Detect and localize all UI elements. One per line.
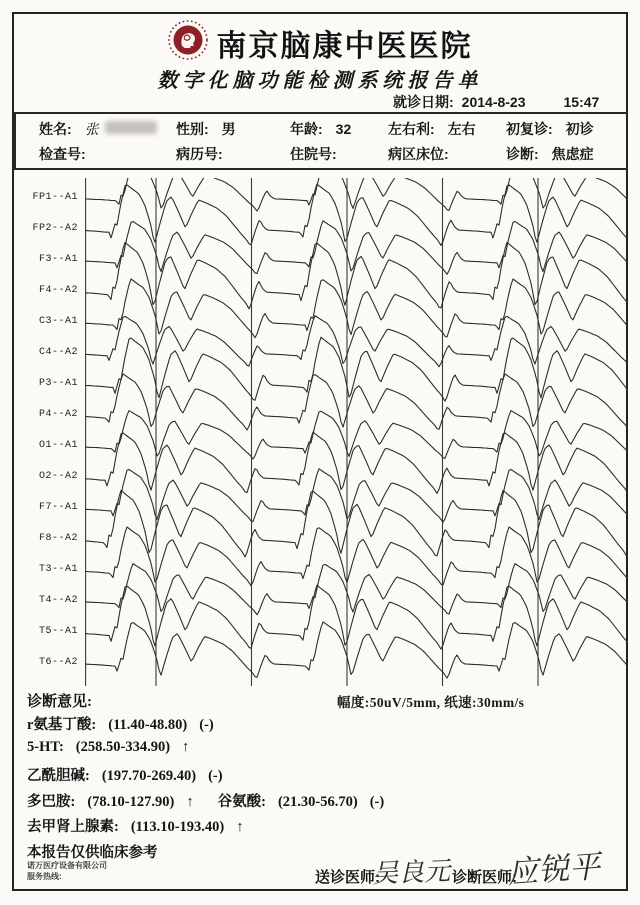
eeg-trace xyxy=(85,221,628,274)
channel-label: O1--A1 xyxy=(38,440,78,451)
referring-doctor-signature: 吴良元 xyxy=(371,856,451,890)
channel-label: C4--A2 xyxy=(38,347,78,358)
lab-flag: (-) xyxy=(199,717,214,733)
amplitude-paperspeed-note: 幅度:50uV/5mm, 纸速:30mm/s xyxy=(337,695,525,710)
field-value: 男 xyxy=(221,121,236,137)
lab-item xyxy=(27,790,194,811)
channel-label: O2--A2 xyxy=(38,471,78,482)
lab-range: (11.40-48.80) xyxy=(108,717,188,733)
patient-field xyxy=(176,144,223,164)
lab-item xyxy=(27,815,244,836)
lab-row xyxy=(27,764,607,790)
eeg-trace xyxy=(85,184,628,245)
lab-row xyxy=(27,815,607,841)
visit-date-value: 2014-8-23 xyxy=(461,94,526,110)
eeg-trace xyxy=(85,527,628,586)
lab-flag: ↑ xyxy=(182,738,190,755)
referring-doctor-label: 送诊医师: xyxy=(315,869,380,886)
channel-label: P3--A1 xyxy=(38,378,78,389)
visit-date-row xyxy=(393,92,599,112)
patient-name-redacted xyxy=(105,121,157,134)
visit-time-value: 15:47 xyxy=(563,94,600,110)
lab-flag: ↑ xyxy=(236,819,244,835)
field-label: 检查号: xyxy=(39,146,86,162)
patient-field xyxy=(388,119,476,139)
field-label: 诊断: xyxy=(506,146,539,162)
disclaimer-text: 本报告仅供临床参考 xyxy=(27,845,158,861)
lab-item xyxy=(218,790,385,811)
hospital-name: 南京脑康中医医院 xyxy=(216,29,473,63)
lab-name: 乙酰胆碱: xyxy=(27,768,90,784)
eeg-trace xyxy=(85,622,628,678)
device-company-block xyxy=(27,861,107,883)
eeg-chart xyxy=(14,178,628,686)
patient-field xyxy=(506,119,594,139)
lab-range: (21.30-56.70) xyxy=(277,793,358,810)
patient-field xyxy=(39,119,157,139)
patient-field xyxy=(388,144,449,164)
report-title: 数字化脑功能检测系统报告单 xyxy=(157,70,483,92)
channel-label: F4--A2 xyxy=(38,285,78,296)
patient-field xyxy=(176,119,236,139)
field-value: 初诊 xyxy=(565,121,594,137)
lab-row xyxy=(27,790,607,816)
channel-label: FP2--A2 xyxy=(32,223,78,234)
diagnostic-opinion-label: 诊断意见: xyxy=(27,694,92,710)
signature-row xyxy=(315,850,615,898)
lab-item xyxy=(27,739,189,756)
hospital-logo-icon xyxy=(168,20,208,65)
eeg-trace xyxy=(85,337,628,401)
field-label: 年龄: xyxy=(290,121,323,137)
channel-label: F3--A1 xyxy=(38,254,78,265)
patient-field xyxy=(290,144,337,164)
channel-label: T4--A2 xyxy=(38,595,78,606)
patient-info-box xyxy=(14,112,628,170)
lab-range: (197.70-269.40) xyxy=(101,768,197,784)
field-label: 病区床位: xyxy=(388,146,449,162)
channel-label: FP1--A1 xyxy=(32,192,78,203)
device-company-name: 诺万医疗设备有限公司 xyxy=(27,861,107,870)
field-label: 左右利: xyxy=(388,121,435,137)
channel-label: F7--A1 xyxy=(38,502,78,513)
lab-range: (78.10-127.90) xyxy=(87,793,175,810)
lab-name: 5-HT: xyxy=(27,738,64,755)
lab-results xyxy=(27,713,607,841)
lab-row xyxy=(27,739,607,765)
lab-flag: ↑ xyxy=(186,793,194,810)
visit-date-label: 就诊日期: xyxy=(393,94,454,110)
eeg-trace xyxy=(85,411,628,459)
lab-item xyxy=(27,713,214,734)
field-value: 32 xyxy=(335,121,352,137)
field-label: 住院号: xyxy=(290,146,337,162)
lab-name: 多巴胺: xyxy=(27,793,76,810)
header xyxy=(0,20,640,65)
eeg-trace xyxy=(85,585,628,649)
eeg-trace xyxy=(85,374,628,430)
lab-range: (113.10-193.40) xyxy=(130,819,225,835)
lab-name: 谷氨酸: xyxy=(217,793,266,810)
diagnosing-doctor-signature: 应锐平 xyxy=(506,848,602,892)
diagnosing-doctor-label: 诊断医师: xyxy=(452,869,517,886)
lab-name: 去甲肾上腺素: xyxy=(27,819,119,835)
eeg-trace xyxy=(85,469,628,523)
channel-label: C3--A1 xyxy=(38,316,78,327)
lab-flag: (-) xyxy=(208,768,223,784)
channel-label: P4--A2 xyxy=(38,409,78,420)
lab-item xyxy=(27,764,223,785)
field-value: 焦虑症 xyxy=(551,146,594,162)
field-label: 姓名: xyxy=(39,121,72,137)
lab-range: (258.50-334.90) xyxy=(75,738,171,755)
eeg-trace xyxy=(85,432,628,493)
patient-field xyxy=(506,144,594,164)
lab-name: r氨基丁酸: xyxy=(27,717,97,733)
patient-field xyxy=(39,144,86,164)
channel-label: F8--A2 xyxy=(38,533,78,544)
field-value: 张 xyxy=(84,122,99,138)
field-value: 左右 xyxy=(447,121,476,137)
eeg-trace xyxy=(85,316,628,367)
channel-label: T3--A1 xyxy=(38,564,78,575)
channel-label: T5--A1 xyxy=(38,626,78,637)
field-label: 性别: xyxy=(176,121,209,137)
field-label: 病历号: xyxy=(176,146,223,162)
eeg-waveforms xyxy=(85,178,628,686)
lab-row xyxy=(27,713,607,739)
lab-flag: (-) xyxy=(369,793,385,810)
field-label: 初复诊: xyxy=(506,121,553,137)
service-hotline-label: 服务热线: xyxy=(27,871,62,881)
channel-label: T6--A2 xyxy=(38,657,78,668)
patient-field xyxy=(290,119,351,139)
